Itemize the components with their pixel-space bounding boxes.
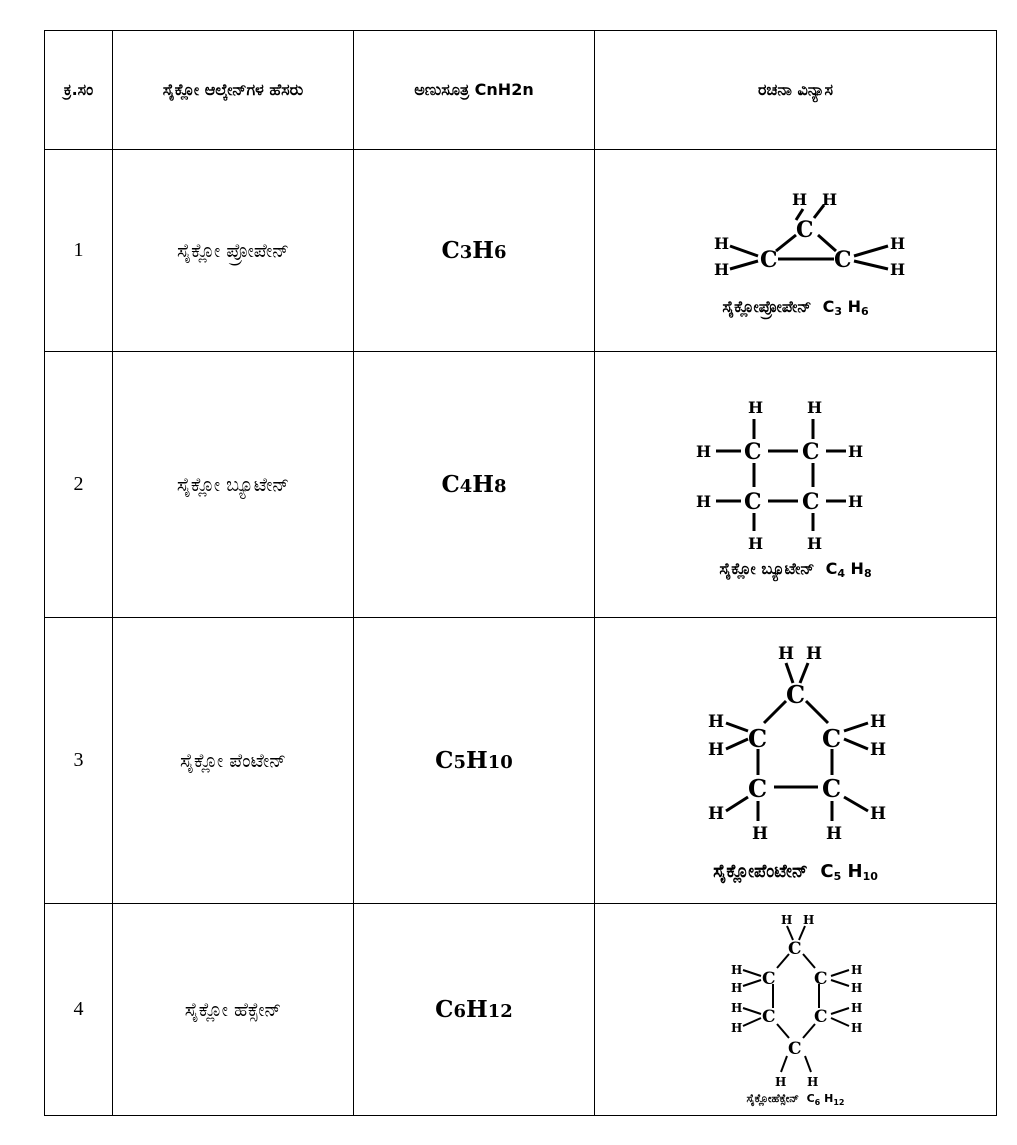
formula-hydrogen-count: 8 [494, 476, 507, 497]
serial-number: 4 [45, 904, 113, 1116]
caption-hydrogen-count: 10 [862, 869, 878, 883]
formula-hydrogen: H [466, 747, 488, 774]
table-row [45, 352, 997, 618]
cycloalkane-table [44, 30, 997, 1116]
carbon-atom: C [743, 489, 762, 515]
header-serial-number: ಕ್ರ.ಸಂ [45, 31, 113, 150]
header-row [45, 31, 997, 150]
caption-hydrogen: H [847, 297, 861, 316]
caption-carbon-count: 3 [834, 305, 843, 318]
caption-carbon: C [822, 297, 835, 316]
compound-name: ಸೈಕ್ಲೋ ಪ್ರೋಪೇನ್ [113, 150, 354, 352]
carbon-atom: C [759, 247, 778, 273]
hydrogen-atom: H [806, 534, 822, 553]
hydrogen-atom: H [806, 398, 822, 417]
hydrogen-atom: H [695, 442, 711, 461]
carbon-atom: C [801, 439, 820, 465]
hydrogen-atom: H [707, 803, 724, 824]
carbon-atom: C [813, 969, 828, 989]
caption-hydrogen: H [824, 1092, 834, 1105]
caption-name: ಸೈಕ್ಲೋ ಬ್ಯೂಟೇನ್ [719, 559, 815, 578]
formula-carbon: C [441, 471, 460, 498]
cyclohexane-structure-diagram [721, 912, 871, 1090]
carbon-atom: C [761, 969, 776, 989]
formula-carbon-count: 4 [459, 476, 473, 497]
hydrogen-atom: H [747, 534, 763, 553]
hydrogen-atom: H [847, 442, 863, 461]
hydrogen-atom: H [730, 1021, 742, 1035]
formula-hydrogen-count: 6 [494, 242, 507, 263]
hydrogen-atom: H [777, 643, 794, 664]
hydrogen-atom: H [713, 260, 729, 279]
cyclobutane-structure-diagram [686, 389, 906, 557]
carbon-atom: C [787, 1039, 802, 1059]
caption-carbon: C [806, 1092, 815, 1105]
carbon-atom: C [761, 1007, 776, 1027]
structure-cell [595, 150, 997, 352]
caption-name: ಸೈಕ್ಲೋಪೆಂಟೇನ್ [713, 860, 808, 882]
hydrogen-atom: H [850, 963, 862, 977]
hydrogen-atom: H [850, 1021, 862, 1035]
caption-carbon: C [825, 559, 838, 578]
hydrogen-atom: H [889, 260, 905, 279]
formula-hydrogen: H [472, 237, 495, 264]
carbon-atom: C [785, 679, 805, 709]
hydrogen-atom: H [869, 803, 886, 824]
hydrogen-atom: H [713, 234, 729, 253]
formula-hydrogen: H [472, 471, 495, 498]
structure-cell [595, 904, 997, 1116]
compound-name: ಸೈಕ್ಲೋ ಹೆಕ್ಸೇನ್ [113, 904, 354, 1116]
hydrogen-atom: H [730, 981, 742, 995]
caption-carbon: C [820, 860, 834, 882]
carbon-atom: C [747, 723, 767, 753]
hydrogen-atom: H [805, 643, 822, 664]
structure-caption [595, 559, 996, 580]
caption-carbon-count: 4 [837, 567, 845, 580]
hydrogen-atom: H [707, 739, 724, 760]
formula-hydrogen-count: 10 [487, 752, 513, 773]
hydrogen-atom: H [869, 739, 886, 760]
caption-hydrogen: H [847, 860, 863, 882]
molecular-formula [354, 618, 595, 904]
hydrogen-atom: H [850, 1001, 862, 1015]
carbon-atom: C [813, 1007, 828, 1027]
formula-carbon-count: 3 [459, 242, 473, 263]
serial-number: 2 [45, 352, 113, 618]
formula-carbon-count: 6 [453, 1001, 467, 1022]
caption-hydrogen-count: 6 [861, 305, 869, 318]
formula-carbon: C [435, 996, 454, 1023]
hydrogen-atom: H [730, 963, 742, 977]
caption-carbon-count: 5 [833, 869, 842, 883]
cyclopropane-structure-diagram [666, 183, 926, 295]
carbon-atom: C [801, 489, 820, 515]
carbon-atom: C [747, 773, 767, 803]
hydrogen-atom: H [825, 823, 842, 844]
caption-hydrogen-count: 8 [863, 567, 872, 580]
header-structure: ರಚನಾ ವಿನ್ಯಾಸ [595, 31, 997, 150]
hydrogen-atom: H [707, 711, 724, 732]
header-cycloalkane-name [113, 31, 354, 150]
hydrogen-atom: H [747, 398, 763, 417]
structure-caption [595, 1092, 996, 1107]
hydrogen-atom: H [869, 711, 886, 732]
carbon-atom: C [821, 723, 841, 753]
hydrogen-atom: H [780, 913, 792, 927]
hydrogen-atom: H [850, 981, 862, 995]
caption-hydrogen: H [850, 559, 864, 578]
table-row [45, 150, 997, 352]
formula-carbon: C [441, 237, 460, 264]
hydrogen-atom: H [847, 492, 863, 511]
formula-hydrogen-count: 12 [487, 1001, 513, 1022]
carbon-atom: C [795, 217, 814, 243]
molecular-formula [354, 352, 595, 618]
hydrogen-atom: H [774, 1075, 786, 1089]
structure-caption [595, 861, 996, 883]
caption-name: ಸೈಕ್ಲೋಹೆಕ್ಸೇನ್ [746, 1092, 799, 1105]
hydrogen-atom: H [821, 190, 837, 209]
table-row [45, 904, 997, 1116]
hydrogen-atom: H [695, 492, 711, 511]
caption-carbon-count: 6 [814, 1098, 821, 1107]
hydrogen-atom: H [889, 234, 905, 253]
hydrogen-atom: H [791, 190, 807, 209]
formula-carbon-count: 5 [453, 752, 467, 773]
carbon-atom: C [787, 939, 802, 959]
carbon-atom: C [743, 439, 762, 465]
compound-name: ಸೈಕ್ಲೋ ಪೆಂಟೇನ್ [113, 618, 354, 904]
hydrogen-atom: H [802, 913, 814, 927]
serial-number: 3 [45, 618, 113, 904]
compound-name: ಸೈಕ್ಲೋ ಬ್ಯೂಟೇನ್ [113, 352, 354, 618]
carbon-atom: C [821, 773, 841, 803]
formula-hydrogen: H [466, 996, 488, 1023]
carbon-atom: C [833, 247, 852, 273]
hydrogen-atom: H [730, 1001, 742, 1015]
caption-name: ಸೈಕ್ಲೋಪ್ರೋಪೇನ್ [722, 297, 812, 316]
molecular-formula [354, 150, 595, 352]
structure-cell [595, 352, 997, 618]
header-cycloalkane-name-text: ಸೈಕ್ಲೋ ಆಲ್ಕೇನ್‌ಗಳ ಹೆಸರು [162, 80, 304, 99]
structure-cell [595, 618, 997, 904]
molecular-formula [354, 904, 595, 1116]
structure-caption [595, 297, 996, 318]
hydrogen-atom: H [806, 1075, 818, 1089]
header-molecular-formula: ಅಣುಸೂತ್ರ CnH2n [354, 31, 595, 150]
formula-carbon: C [435, 747, 454, 774]
hydrogen-atom: H [751, 823, 768, 844]
serial-number: 1 [45, 150, 113, 352]
cyclopentane-structure-diagram [686, 639, 906, 859]
table-row [45, 618, 997, 904]
caption-hydrogen-count: 12 [833, 1098, 845, 1107]
